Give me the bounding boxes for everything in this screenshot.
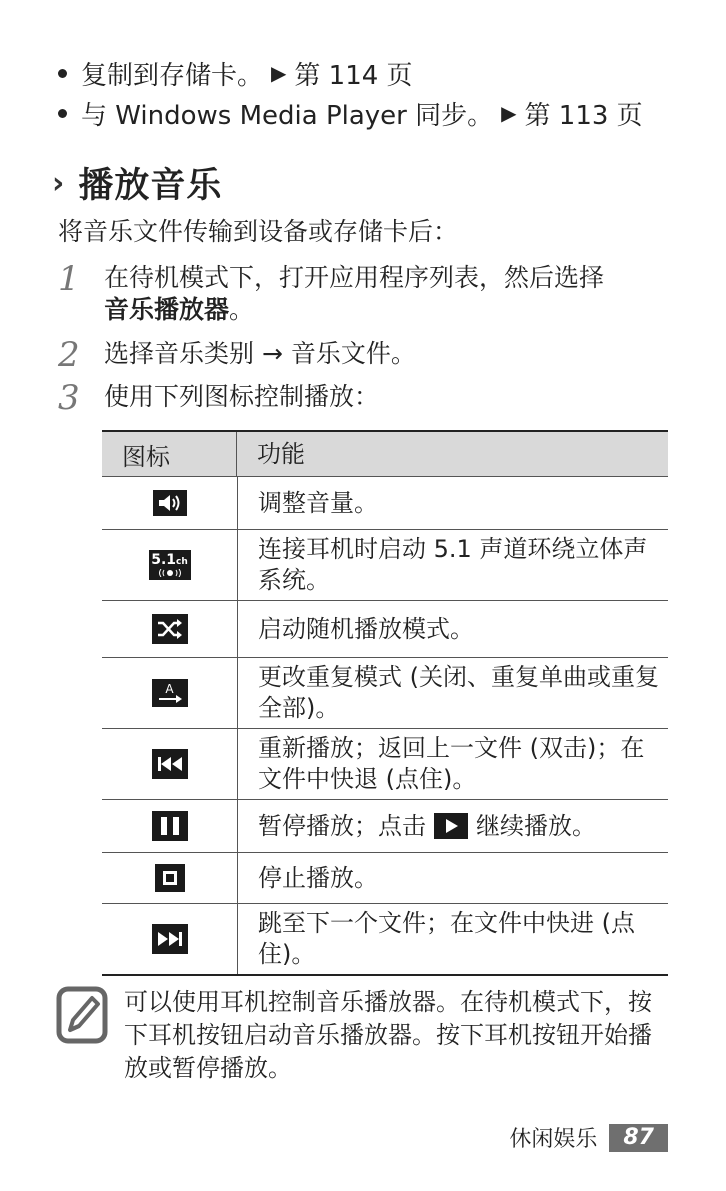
page-reference[interactable]: 第 114 页 xyxy=(294,60,413,91)
icon-cell xyxy=(102,477,238,529)
table-header xyxy=(102,432,668,476)
icon-cell xyxy=(102,904,238,974)
step-bold-term: 音乐播放器 xyxy=(104,295,230,324)
icon-label: 5.1 xyxy=(151,552,177,568)
function-text: 重新播放；返回上一文件 (双击)；在文件中快退 (点住)。 xyxy=(258,734,645,793)
function-text: 跳至下一个文件；在文件中快进 (点住)。 xyxy=(258,909,635,968)
step-text xyxy=(104,262,604,326)
table-row xyxy=(102,476,668,529)
controls-table xyxy=(102,430,668,976)
function-text-after: 继续播放。 xyxy=(476,811,596,840)
footer-section-label: 休闲娱乐 xyxy=(509,1127,598,1152)
step-item xyxy=(58,259,678,326)
volume-icon[interactable] xyxy=(153,490,187,516)
arrow-right-icon: ▶ xyxy=(501,101,517,125)
arrow-right-icon: ▶ xyxy=(271,61,287,85)
rewind-icon[interactable] xyxy=(152,749,188,779)
page-footer xyxy=(509,1122,668,1153)
header-icon-column: 图标 xyxy=(102,432,237,476)
bullet-list xyxy=(58,54,698,134)
stop-icon[interactable] xyxy=(155,864,185,892)
fast-forward-icon[interactable] xyxy=(152,924,188,954)
function-text-before: 暂停播放；点击 xyxy=(258,811,426,840)
note-box xyxy=(56,986,666,1085)
table-row xyxy=(102,600,668,657)
chevron-right-icon: › xyxy=(52,165,65,201)
section-heading xyxy=(52,158,222,208)
step-text-end: 。 xyxy=(229,295,255,324)
pause-icon[interactable] xyxy=(152,811,188,841)
function-text: 更改重复模式 (关闭、重复单曲或重复全部)。 xyxy=(258,663,659,722)
icon-cell xyxy=(102,658,238,728)
icon-label: A xyxy=(165,682,174,696)
step-text: 选择音乐类别 → 音乐文件。 xyxy=(104,339,416,368)
bullet-item xyxy=(58,54,698,92)
icon-cell xyxy=(102,800,238,852)
page-number: 87 xyxy=(609,1124,668,1152)
table-row xyxy=(102,529,668,600)
function-text: 停止播放。 xyxy=(258,863,378,892)
table-row xyxy=(102,657,668,728)
page-reference[interactable]: 第 113 页 xyxy=(524,100,643,131)
function-text xyxy=(238,800,668,852)
note-pencil-icon xyxy=(56,986,108,1044)
step-text-line: 在待机模式下，打开应用程序列表，然后选择 xyxy=(104,263,605,292)
step-text: 使用下列图标控制播放： xyxy=(104,382,380,411)
icon-cell xyxy=(102,729,238,799)
shuffle-icon[interactable] xyxy=(152,614,188,644)
bullet-dot xyxy=(58,109,67,118)
step-number: 3 xyxy=(58,378,80,418)
repeat-mode-icon[interactable] xyxy=(152,679,188,707)
function-text: 调整音量。 xyxy=(258,488,378,517)
bullet-text: 与 Windows Media Player 同步。 xyxy=(81,100,494,131)
table-row xyxy=(102,728,668,799)
step-item xyxy=(58,335,678,375)
function-text: 连接耳机时启动 5.1 声道环绕立体声系统。 xyxy=(258,535,648,594)
step-number: 2 xyxy=(58,335,80,375)
surround-5-1-icon[interactable] xyxy=(149,550,191,580)
function-text: 启动随机播放模式。 xyxy=(258,614,474,643)
header-function-column: 功能 xyxy=(257,439,305,468)
icon-cell xyxy=(102,853,238,903)
icon-cell xyxy=(102,530,238,600)
bullet-text: 复制到存储卡。 xyxy=(81,60,264,91)
table-row xyxy=(102,799,668,852)
note-text: 可以使用耳机控制音乐播放器。在待机模式下，按下耳机按钮启动音乐播放器。按下耳机按钮开始播放或暂停播放。 xyxy=(124,988,652,1082)
table-row xyxy=(102,903,668,974)
intro-text: 将音乐文件传输到设备或存储卡后： xyxy=(58,217,459,246)
step-number: 1 xyxy=(58,259,80,299)
step-item xyxy=(58,378,678,418)
icon-cell xyxy=(102,601,238,657)
bullet-item xyxy=(58,94,698,132)
section-title: 播放音乐 xyxy=(78,166,223,206)
icon-sublabel: ch xyxy=(176,557,188,567)
play-icon[interactable] xyxy=(434,813,468,839)
bullet-dot xyxy=(58,69,67,78)
table-row xyxy=(102,852,668,903)
